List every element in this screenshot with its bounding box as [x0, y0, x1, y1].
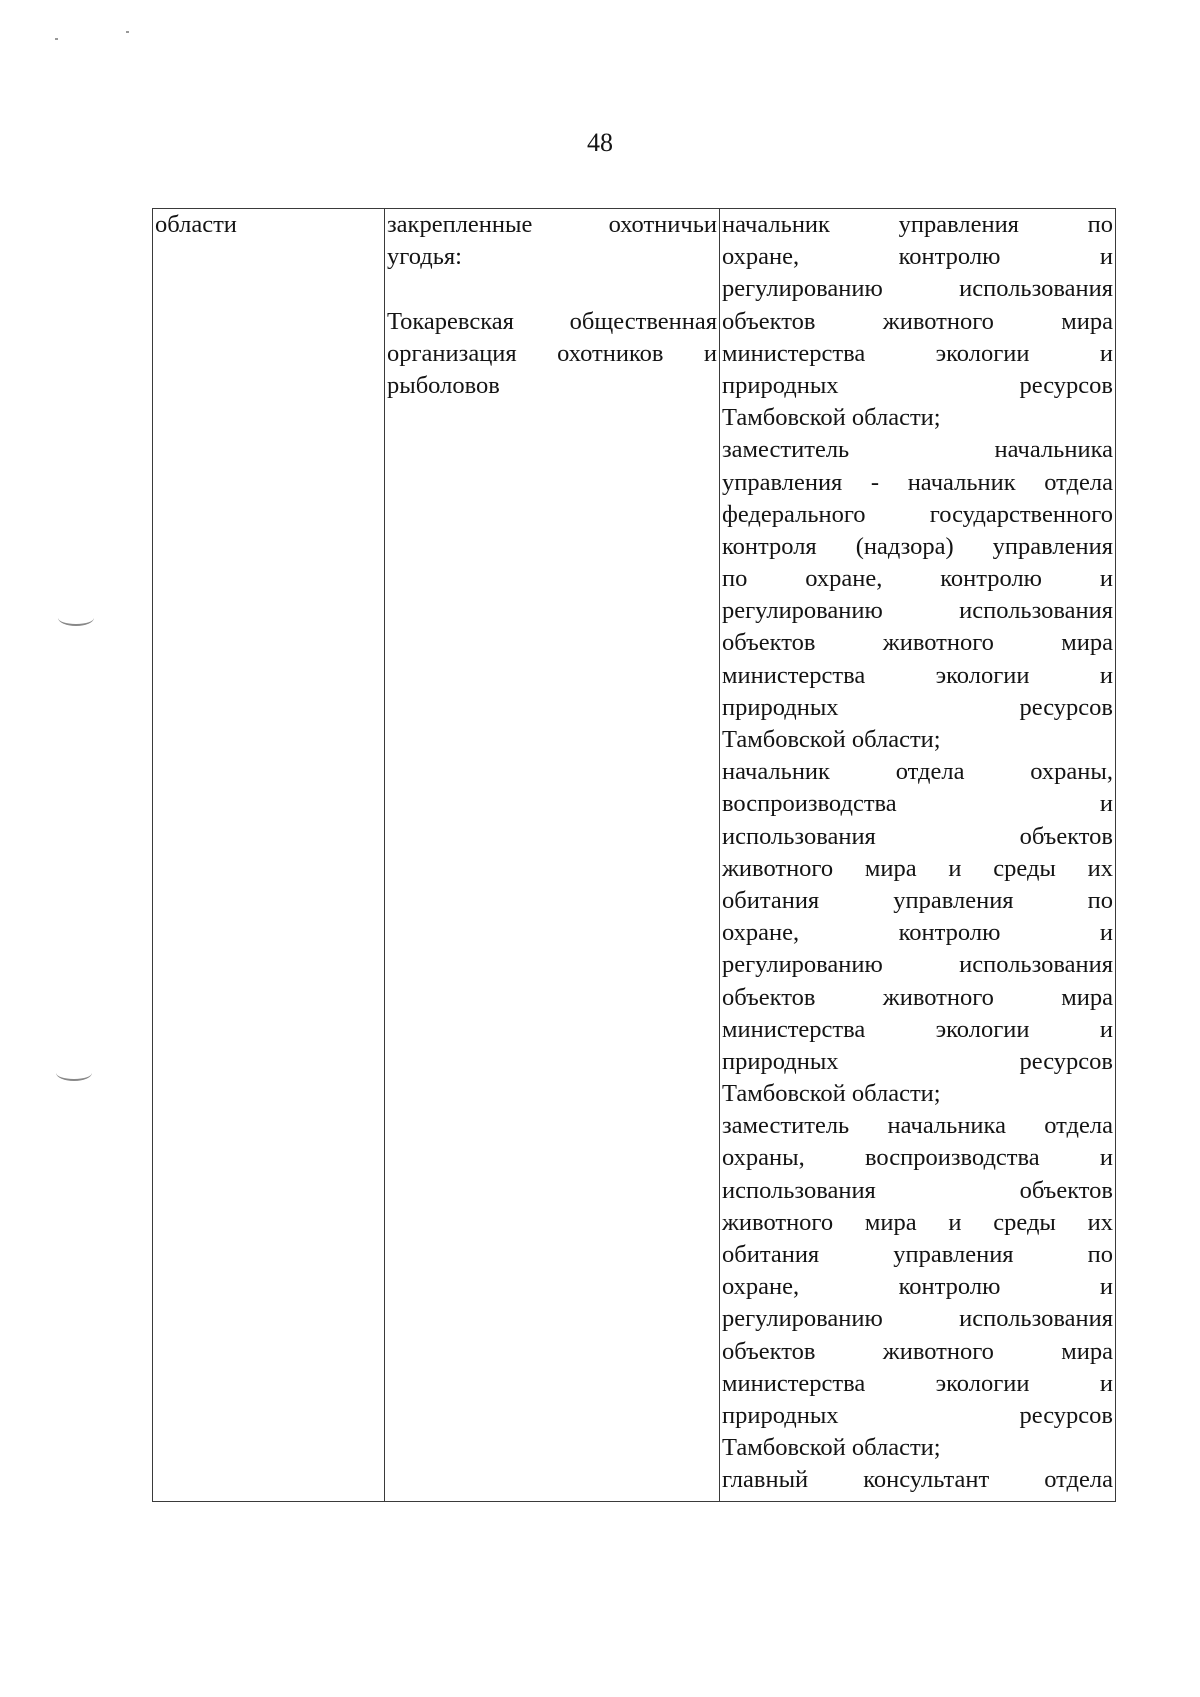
officials-list: [722, 209, 1113, 1497]
cell-text: регулированию использования: [722, 951, 1113, 979]
cell-text: природных ресурсов: [722, 371, 1113, 399]
cell-text: угодья:: [387, 243, 462, 271]
cell-text: министерства экологии и: [722, 1369, 1113, 1397]
cell-text: Тамбовской области;: [722, 726, 941, 753]
cell-text: заместитель начальника отдела: [722, 1112, 1113, 1140]
cell-text: природных ресурсов: [722, 1047, 1113, 1075]
cell-text: животного мира и среды их: [722, 854, 1113, 882]
cell-text: объектов животного мира: [722, 983, 1113, 1011]
cell-text: закрепленные охотничьи: [387, 211, 717, 238]
cell-text: Тамбовской области;: [722, 1080, 941, 1108]
cell-text: объектов животного мира: [722, 629, 1113, 657]
cell-text: использования объектов: [722, 1176, 1113, 1204]
document-table: [152, 208, 1116, 1502]
cell-text: начальник отдела охраны,: [722, 758, 1113, 786]
cell-text: регулированию использования: [722, 597, 1113, 625]
cell-text: рыболовов: [387, 371, 500, 399]
page-number: 48: [587, 128, 613, 157]
cell-text: по охране, контролю и: [722, 565, 1113, 593]
cell-text: объектов животного мира: [722, 307, 1113, 335]
cell-text: Токаревская общественная: [387, 307, 717, 335]
scan-mark: [56, 1065, 92, 1081]
scan-speck: [55, 38, 58, 40]
cell-text: Тамбовской области;: [722, 404, 941, 432]
cell-text: министерства экологии и: [722, 661, 1113, 689]
cell-text: министерства экологии и: [722, 339, 1113, 367]
cell-text: охране, контролю и: [722, 243, 1113, 271]
cell-text: регулированию использования: [722, 275, 1113, 303]
cell-text: природных ресурсов: [722, 1401, 1113, 1429]
cell-text: воспроизводства и: [722, 790, 1113, 818]
cell-text: животного мира и среды их: [722, 1208, 1113, 1236]
cell-text: регулированию использования: [722, 1305, 1113, 1333]
table-cell-region: [153, 209, 385, 1502]
spacer: [387, 273, 717, 305]
table-cell-hunting-grounds: [385, 209, 720, 1502]
scan-speck: [126, 31, 129, 33]
cell-text: организация охотников и: [387, 339, 717, 367]
cell-text: обитания управления по: [722, 886, 1113, 914]
scan-mark: [58, 610, 94, 626]
cell-text: природных ресурсов: [722, 693, 1113, 721]
table-cell-officials: [720, 209, 1116, 1502]
cell-text: контроля (надзора) управления: [722, 532, 1113, 560]
cell-text: области: [155, 211, 237, 238]
cell-text: начальник управления по: [722, 211, 1113, 238]
cell-text: охране, контролю и: [722, 1273, 1113, 1301]
cell-text: обитания управления по: [722, 1241, 1113, 1268]
cell-text: главный консультант отдела: [722, 1466, 1113, 1494]
cell-text: заместитель начальника: [722, 436, 1113, 464]
cell-text: объектов животного мира: [722, 1337, 1113, 1365]
cell-text: использования объектов: [722, 822, 1113, 850]
cell-text: охране, контролю и: [722, 919, 1113, 947]
table-row: [153, 209, 1116, 1502]
cell-text: федерального государственного: [722, 500, 1113, 528]
cell-text: охраны, воспроизводства и: [722, 1144, 1113, 1172]
cell-text: Тамбовской области;: [722, 1434, 941, 1462]
cell-text: управления - начальник отдела: [722, 468, 1113, 496]
cell-text: министерства экологии и: [722, 1015, 1113, 1043]
